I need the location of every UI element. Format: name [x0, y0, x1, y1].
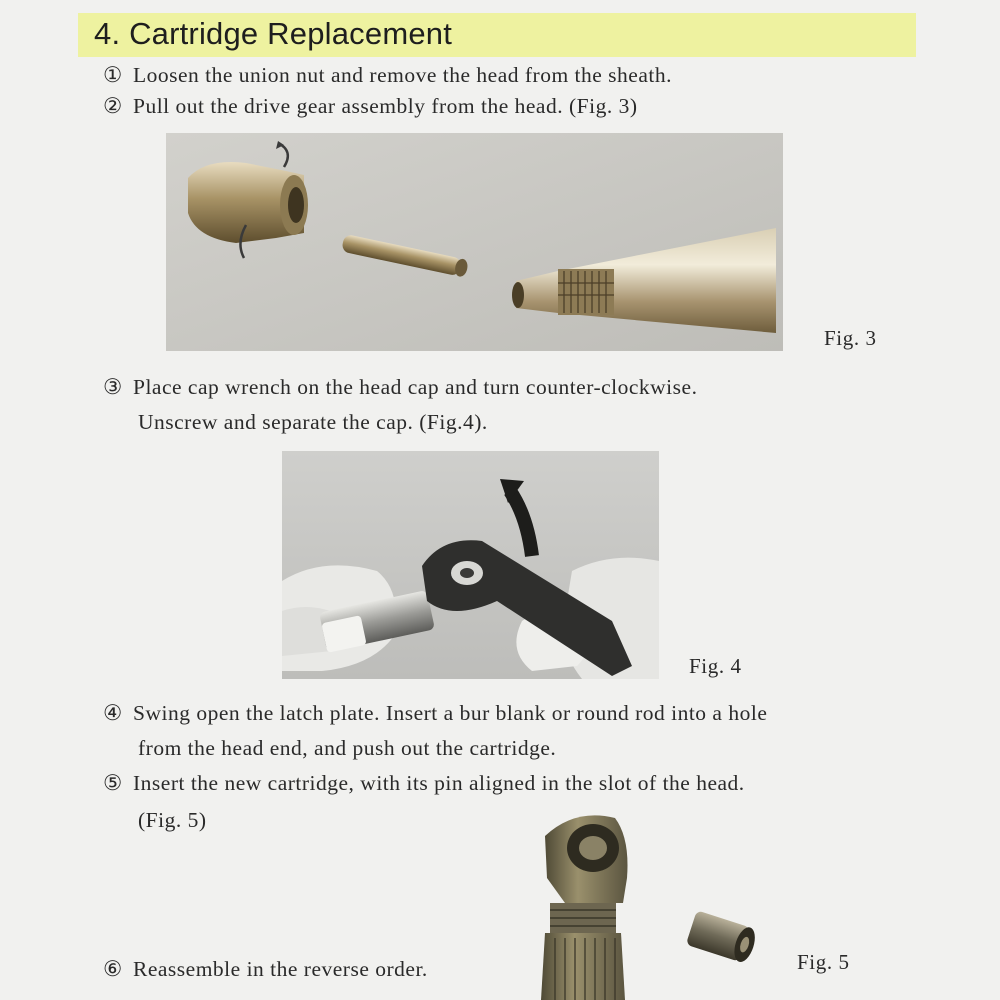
step-text: (Fig. 5) — [138, 808, 207, 832]
fig4-photo — [282, 451, 659, 679]
fig4-label: Fig. 4 — [689, 654, 742, 678]
step-number: ④ — [103, 701, 123, 725]
step-text: Insert the new cartridge, with its pin aligned in the slot of the head. — [133, 771, 745, 795]
step-4-line-2 — [138, 736, 556, 761]
step-number: ③ — [103, 375, 123, 399]
step-6 — [103, 957, 428, 982]
step-2 — [103, 94, 637, 119]
step-text: from the head end, and push out the cartridge. — [138, 736, 557, 760]
step-number: ② — [103, 94, 123, 118]
step-text: Pull out the drive gear assembly from the head. (Fig. 3) — [133, 94, 638, 118]
section-title: 4. Cartridge Replacement — [94, 16, 453, 51]
step-text: Swing open the latch plate. Insert a bur blank or round rod into a hole — [133, 701, 768, 725]
fig5-photo — [535, 808, 775, 1000]
fig3-label: Fig. 3 — [824, 326, 877, 350]
step-3 — [103, 375, 697, 400]
step-number: ⑥ — [103, 957, 123, 981]
step-text: Unscrew and separate the cap. (Fig.4). — [138, 410, 488, 434]
step-3-line-2 — [138, 410, 488, 435]
step-1 — [103, 63, 672, 88]
fig5-label: Fig. 5 — [797, 950, 850, 974]
step-text: Loosen the union nut and remove the head from the sheath. — [133, 63, 672, 87]
handpiece-head-icon — [541, 815, 628, 1000]
step-4 — [103, 701, 767, 726]
step-number: ① — [103, 63, 123, 87]
fig3-photo — [166, 133, 783, 351]
step-text: Place cap wrench on the head cap and turn counter-clockwise. — [133, 375, 698, 399]
step-number: ⑤ — [103, 771, 123, 795]
step-text: Reassemble in the reverse order. — [133, 957, 428, 981]
step-5 — [103, 771, 745, 796]
step-5-line-2 — [138, 808, 207, 833]
cartridge-icon — [686, 910, 759, 964]
